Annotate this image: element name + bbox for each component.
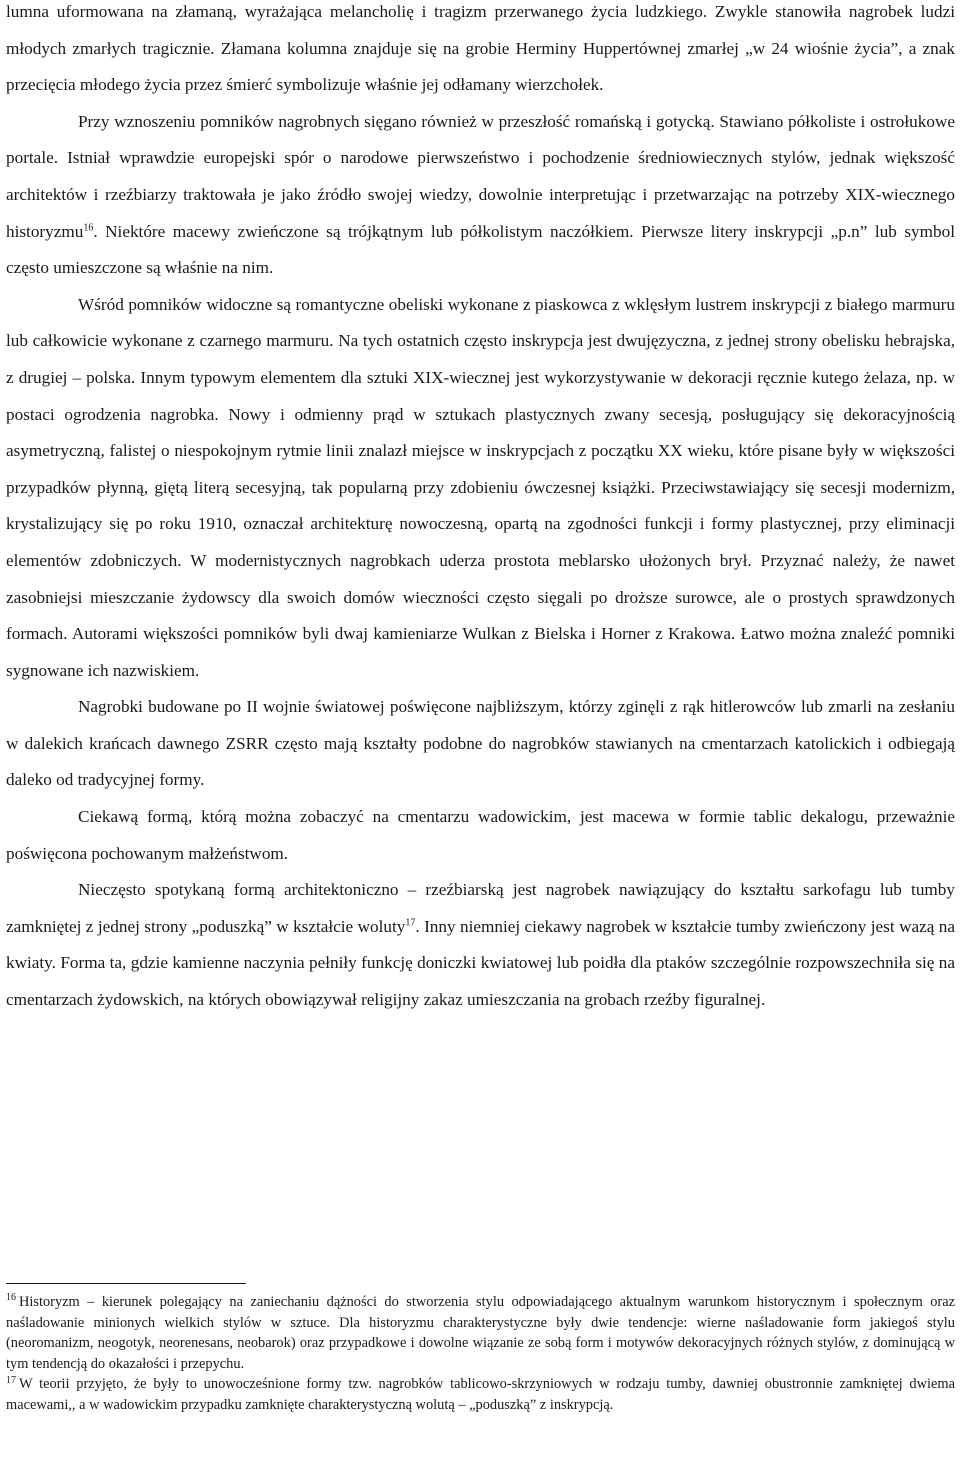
paragraph bbox=[6, 104, 955, 287]
footnote-separator bbox=[6, 1283, 246, 1284]
paragraph: Nagrobki budowane po II wojnie światowej poświęcone najbliższym, którzy zginęli z rąk hitlerowców lub zmarli na zesłaniu w dalekich krańcach dawnego ZSRR często mają kształty podobne do nagrobków stawianych na cmentarzach katolickich i odbiegają daleko od tradycyjnej formy. bbox=[6, 697, 955, 790]
footnote bbox=[6, 1292, 955, 1374]
paragraph-text: . Niektóre macewy zwieńczone są trójkątnym lub półkolistym naczółkiem. Pierwsze litery inskrypcji „p.n” lub symbol często umieszczone są właśnie na nim. bbox=[6, 221, 955, 278]
paragraph bbox=[6, 872, 955, 1018]
paragraph-text: Nieczęsto spotykaną formą architektoniczno – rzeźbiarską jest nagrobek nawiązujący do kształtu sarkofagu lub tumby zamkniętej z jednej strony „poduszką” w kształcie woluty bbox=[6, 880, 955, 936]
paragraph: Ciekawą formą, którą można zobaczyć na cmentarzu wadowickim, jest macewa w formie tablic dekalogu, przeważnie poświęcona pochowanym małżeństwom. bbox=[6, 807, 955, 863]
paragraph: Wśród pomników widoczne są romantyczne obeliski wykonane z piaskowca z wklęsłym lustrem inskrypcji z białego marmuru lub całkowicie wykonane z czarnego marmuru. Na tych ostatnich często inskrypcja jest dwujęzyczna, z jednej strony obelisku hebrajska, z drugiej – polska. Innym typowym elementem dla sztuki XIX-wiecznej jest wykorzystywanie w dekoracji ręcznie kutego żelaza, np. w postaci ogrodzenia nagrobka. Nowy i odmienny prąd w sztukach plastycznych zwany secesją, posługujący się dekoracyjnością asymetryczną, falistej o niespokojnym rytmie linii znalazł miejsce w inskrypcjach z początku XX wieku, które pisane były w większości przypadków płynną, giętą literą secesyjną, tak popularną przy zdobieniu ówczesnej książki. Przeciwstawiający się secesji modernizm, krystalizujący się po roku 1910, oznaczał architekturę nowoczesną, opartą na zgodności funkcji i formy plastycznej, przy eliminacji elementów zdobniczych. W modernistycznych nagrobkach uderza prostota meblarsko ułożonych brył. Przyznać należy, że nawet zasobniejsi mieszczanie żydowscy dla swoich domów wieczności często sięgali po droższe surowce, ale o prostych sprawdzonych formach. Autorami większości pomników byli dwaj kamieniarze Wulkan z Bielska i Horner z Krakowa. Łatwo można znaleźć pomniki sygnowane ich nazwiskiem. bbox=[6, 294, 955, 680]
body-text bbox=[6, 0, 955, 1019]
footnote-reference[interactable]: 17 bbox=[405, 917, 416, 929]
footnote bbox=[6, 1374, 955, 1415]
paragraph-text: Przy wznoszeniu pomników nagrobnych sięgano również w przeszłość romańską i gotycką. Stawiano półkoliste i ostrołukowe portale. Istniał wprawdzie europejski spór o narodowe pierwszeństwo i pochodzenie średniowiecznych stylów, jednak większość architektów i rzeźbiarzy traktowała je jako źródło swojej wiedzy, dowolnie interpretując i przetwarzając na potrzeby XIX-wiecznego historyzmu bbox=[6, 111, 955, 241]
footnote-reference[interactable]: 16 bbox=[83, 221, 94, 233]
paragraph: lumna uformowana na złamaną, wyrażająca melancholię i tragizm przerwanego życia ludzkiego. Zwykle stanowiła nagrobek ludzi młodych zmarłych tragicznie. Złamana kolumna znajduje się na grobie Herminy Huppertównej zmarłej „w 24 wiośnie życia”, a znak przecięcia młodego życia przez śmierć symbolizuje właśnie jej odłamany wierzchołek. bbox=[6, 2, 955, 95]
footnotes bbox=[6, 1283, 955, 1416]
paragraph-text: . Inny niemniej ciekawy nagrobek w kształcie tumby zwieńczony jest wazą na kwiaty. Forma ta, gdzie kamienne naczynia pełniły funkcję doniczki kwiatowej lub poidła dla ptaków szczególnie rozpowszechniła się na cmentarzach żydowskich, na których obowiązywał religijny zakaz umieszczania na grobach rzeźby figuralnej. bbox=[6, 916, 956, 1010]
footnote-number: 16 bbox=[6, 1292, 16, 1304]
footnote-text: W teorii przyjęto, że były to unowocześnione formy tzw. nagrobków tablicowo-skrzyniowych w rodzaju tumby, dawniej obustronnie zamkniętej dwiema macewami,, a w wadowickim przypadku zamknięte charakterystyczną wolutą – „poduszką” z inskrypcją. bbox=[6, 1376, 955, 1413]
footnote-number: 17 bbox=[6, 1374, 16, 1386]
footnote-text: Historyzm – kierunek polegający na zaniechaniu dążności do stworzenia stylu odpowiadającego aktualnym warunkom historycznym i społecznym oraz naśladowanie minionych wielkich stylów w sztuce. Dla historyzmu charakterystyczne były dwie tendencje: wierne naśladowanie form jakiegoś stylu (neoromanizm, neogotyk, neorenesans, neobarok) oraz przypadkowe i dowolne wiązanie ze sobą form i motywów dekoracyjnych różnych stylów, z dominującą w tym tendencją do okazałości i przepychu. bbox=[6, 1294, 955, 1372]
